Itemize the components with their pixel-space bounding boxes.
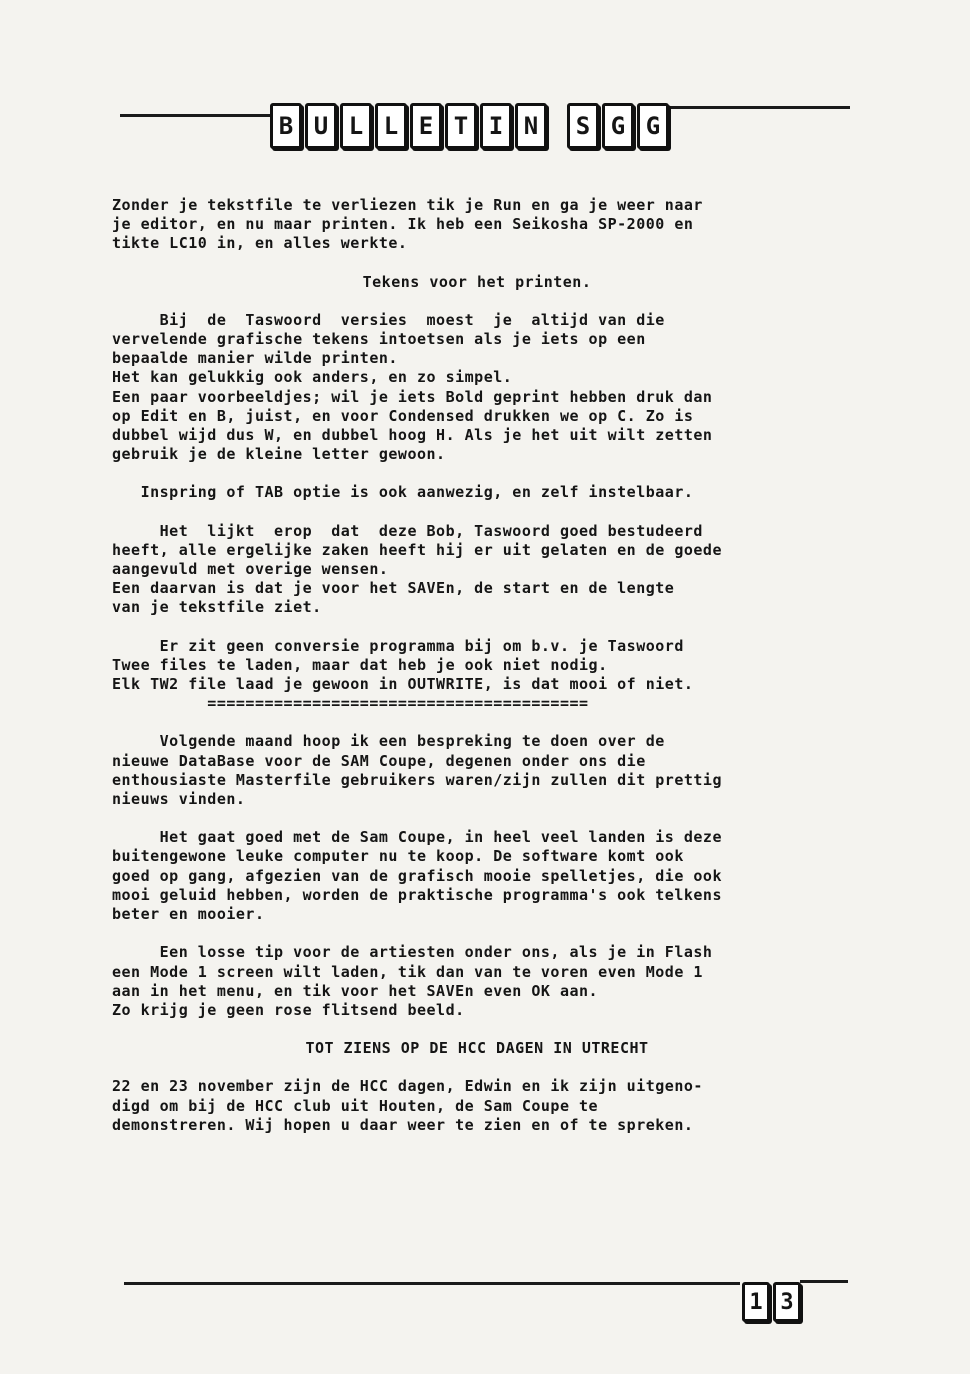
- blank-line: [112, 464, 842, 483]
- masthead-letter: L: [375, 103, 407, 149]
- text-line: Bij de Taswoord versies moest je altijd van die: [112, 310, 665, 329]
- text-line: Een losse tip voor de artiesten onder ons, als je in Flash: [112, 943, 713, 962]
- text-line: beter en mooier.: [112, 905, 265, 924]
- page-number-digit: 1: [742, 1282, 770, 1322]
- text-line: tikte LC10 in, en alles werkte.: [112, 234, 408, 253]
- page-number: [742, 1282, 801, 1322]
- text-line: Een paar voorbeeldjes; wil je iets Bold geprint hebben druk dan: [112, 387, 713, 406]
- masthead-letter: E: [410, 103, 442, 149]
- text-line: dubbel wijd dus W, en dubbel hoog H. Als je het uit wilt zetten: [112, 426, 713, 445]
- text-line: van je tekstfile ziet.: [112, 598, 322, 617]
- masthead-letter: B: [270, 103, 302, 149]
- masthead-letter: N: [515, 103, 547, 149]
- text-line: enthousiaste Masterfile gebruikers waren/zijn zullen dit prettig: [112, 770, 722, 789]
- text-line: digd om bij de HCC club uit Houten, de Sam Coupe te: [112, 1096, 599, 1115]
- footer-rule-right: [800, 1280, 848, 1283]
- masthead-letter: L: [340, 103, 372, 149]
- masthead-letter: U: [305, 103, 337, 149]
- masthead-letter: G: [637, 103, 669, 149]
- text-line: demonstreren. Wij hopen u daar weer te zien en of te spreken.: [112, 1115, 694, 1134]
- page-number-digit: 3: [773, 1282, 801, 1322]
- text-line: Een daarvan is dat je voor het SAVEn, de start en de lengte: [112, 579, 675, 598]
- text-line: Twee files te laden, maar dat heb je ook niet nodig.: [112, 655, 608, 674]
- text-line: Zo krijg je geen rose flitsend beeld.: [112, 1000, 465, 1019]
- text-line: Het kan gelukkig ook anders, en zo simpel.: [112, 368, 513, 387]
- header-rule-left: [120, 114, 270, 117]
- blank-line: [112, 924, 842, 943]
- blank-line: [112, 809, 842, 828]
- text-line: op Edit en B, juist, en voor Condensed drukken we op C. Zo is: [112, 406, 694, 425]
- text-line: 22 en 23 november zijn de HCC dagen, Edwin en ik zijn uitgeno-: [112, 1077, 703, 1096]
- text-line: Elk TW2 file laad je gewoon in OUTWRITE, is dat mooi of niet.: [112, 675, 694, 694]
- text-line: gebruik je de kleine letter gewoon.: [112, 445, 446, 464]
- text-line: aan in het menu, en tik voor het SAVEn even OK aan.: [112, 981, 599, 1000]
- text-line: vervelende grafische tekens intoetsen als je iets op een: [112, 330, 646, 349]
- masthead-letter: T: [445, 103, 477, 149]
- text-line: goed op gang, afgezien van de grafisch mooie spelletjes, die ook: [112, 866, 722, 885]
- text-line: nieuws vinden.: [112, 790, 246, 809]
- blank-line: [112, 1058, 842, 1077]
- section-heading-printing: Tekens voor het printen.: [362, 272, 592, 291]
- text-line: nieuwe DataBase voor de SAM Coupe, degenen onder ons die: [112, 751, 646, 770]
- separator-line: ========================================: [112, 694, 589, 713]
- blank-line: [112, 618, 842, 637]
- text-line: Het gaat goed met de Sam Coupe, in heel veel landen is deze: [112, 828, 722, 847]
- text-line: aangevuld met overige wensen.: [112, 560, 389, 579]
- blank-line: [112, 1020, 842, 1039]
- text-line: Er zit geen conversie programma bij om b.v. je Taswoord: [112, 636, 684, 655]
- section-heading-hcc: TOT ZIENS OP DE HCC DAGEN IN UTRECHT: [305, 1039, 649, 1058]
- text-line: Volgende maand hoop ik een bespreking te doen over de: [112, 732, 665, 751]
- text-line: heeft, alle ergelijke zaken heeft hij er uit gelaten en de goede: [112, 540, 722, 559]
- text-line: je editor, en nu maar printen. Ik heb een Seikosha SP-2000 en: [112, 215, 694, 234]
- text-line: buitengewone leuke computer nu te koop. De software komt ook: [112, 847, 684, 866]
- masthead-letter: I: [480, 103, 512, 149]
- masthead-letter: G: [602, 103, 634, 149]
- blank-line: [112, 503, 842, 522]
- text-line: Inspring of TAB optie is ook aanwezig, en zelf instelbaar.: [112, 483, 694, 502]
- text-line: Zonder je tekstfile te verliezen tik je Run en ga je weer naar: [112, 196, 703, 214]
- article-body: [112, 196, 842, 1135]
- text-line: bepaalde manier wilde printen.: [112, 349, 398, 368]
- masthead-spacer: [550, 103, 564, 149]
- masthead-letter: S: [567, 103, 599, 149]
- blank-line: [112, 713, 842, 732]
- text-line: een Mode 1 screen wilt laden, tik dan van te voren even Mode 1: [112, 962, 703, 981]
- header-rule-right: [652, 106, 850, 109]
- blank-line: [112, 254, 842, 273]
- blank-line: [112, 292, 842, 311]
- text-line: Het lijkt erop dat deze Bob, Taswoord goed bestudeerd: [112, 521, 703, 540]
- masthead-title: [270, 103, 669, 149]
- text-line: mooi geluid hebben, worden de praktische programma's ook telkens: [112, 885, 722, 904]
- footer-rule: [124, 1282, 740, 1285]
